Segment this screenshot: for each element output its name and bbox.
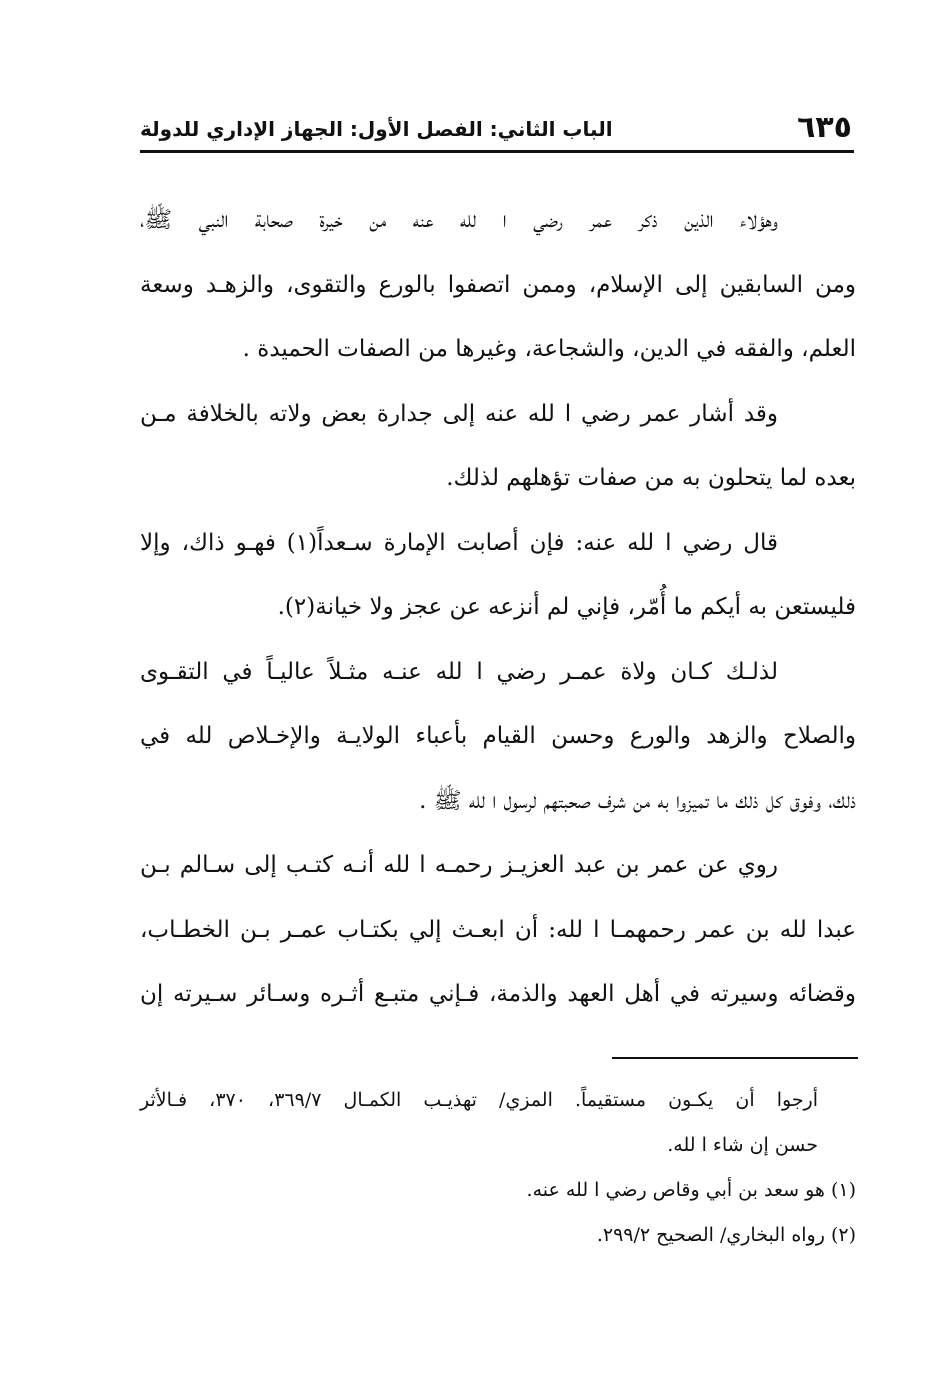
footnote-2: (٢) رواه البخاري/ الصحيح ٢٩٩/٢. [596, 1224, 856, 1246]
footnote-separator [612, 1057, 858, 1059]
text-line: بعده لما يتحلون به من صفات تؤهلهم لذلك. [446, 465, 856, 491]
text-line: قال رضي ا لله عنه: فإن أصابت الإمارة سـعداً(١) فهـو ذاك، وإلا [140, 529, 779, 556]
header-rule [140, 150, 854, 153]
page-header [140, 108, 852, 148]
text-line: ذلك، وفوق كل ذلك ما تميزوا به من شرف صحبتهم لرسول ا لله ﷺ . [419, 787, 856, 814]
footnote-continuation-line: أرجوا أن يكـون مستقيماً. المزي/ تهذيـب الكمـال ٣٦٩/٧، ٣٧٠، فـالأثر [140, 1089, 819, 1111]
body-text [140, 188, 856, 1027]
text-line: وقد أشار عمر رضي ا لله عنه إلى جدارة بعض ولاته بالخلافة مـن [140, 400, 778, 427]
text-line: وقضائه وسيرته في أهل العهد والذمة، فـإني متبـع أثـره وسـائر سـيرته إن [140, 981, 856, 1007]
text-line: روي عن عمر بن عبد العزيـز رحمـه ا لله أنـه كتـب إلى سـالم بـن [140, 852, 778, 878]
text-line: لذلـك كـان ولاة عمـر رضي ا لله عنـه مثـلاً عاليـاً في التقـوى [140, 658, 779, 685]
text-line: ومن السابقين إلى الإسلام، وممن اتصفوا بالورع والتقوى، والزهـد وسعة [140, 271, 856, 298]
text-line: والصلاح والزهد والورع وحسن القيام بأعباء الولايـة والإخـلاص لله في [140, 723, 856, 749]
footnotes [140, 1078, 856, 1258]
text-line: عبدا لله بن عمر رحمهمـا ا لله: أن ابعـث إلي بكتـاب عمـر بـن الخطـاب، [140, 916, 856, 943]
page-number: ٦٣٥ [797, 110, 852, 145]
text-line: العلم، والفقه في الدين، والشجاعة، وغيرها من الصفات الحميدة . [242, 336, 856, 362]
text-line: وهؤلاء الذين ذكر عمر رضي ا لله عنه من خيرة صحابة النبي ﷺ، [140, 207, 778, 233]
text-line: فليستعن به أيكم ما أُمّر، فإني لم أنزعه عن عجز ولا خيانة(٢). [277, 594, 856, 620]
running-title: الباب الثاني: الفصل الأول: الجهاز الإداري للدولة [140, 117, 613, 141]
footnote-continuation-line: حسن إن شاء ا لله. [667, 1134, 818, 1156]
footnote-1: (١) هو سعد بن أبي وقاص رضي ا لله عنه. [526, 1179, 856, 1201]
